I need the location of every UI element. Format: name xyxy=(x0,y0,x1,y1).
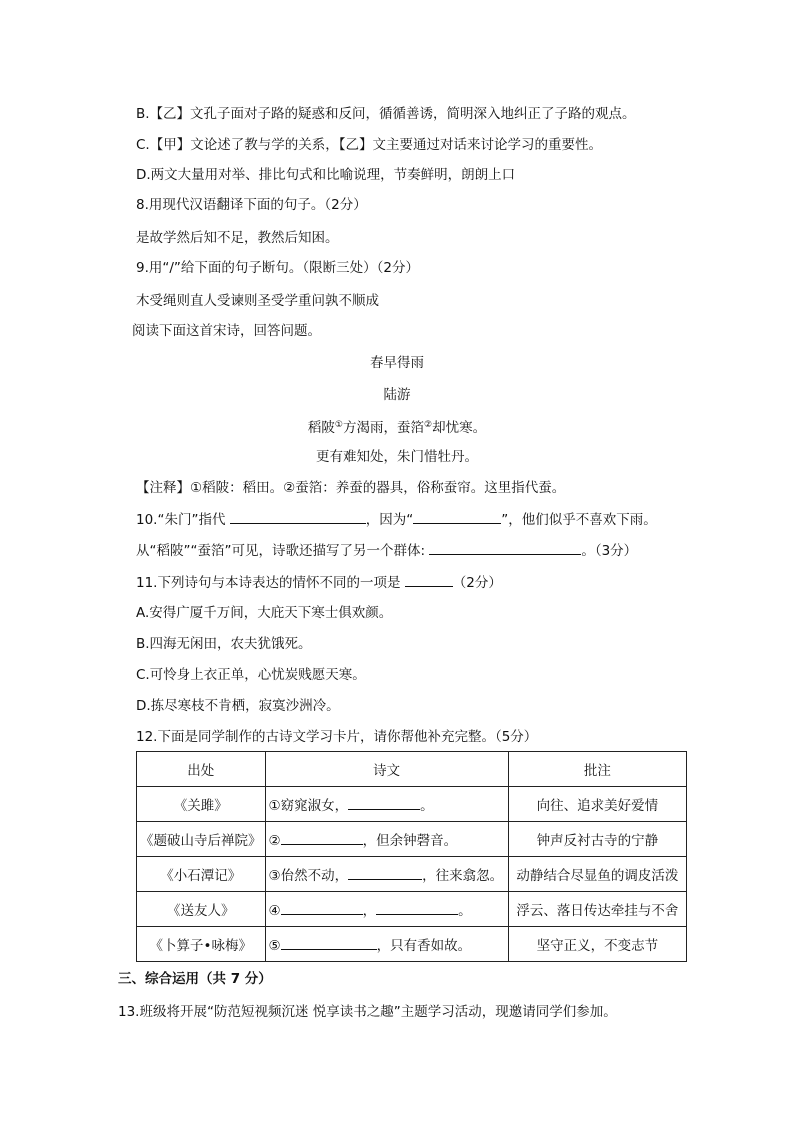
poem-line-1-part-a: 稻陂 xyxy=(307,420,335,436)
poem-line-1-part-c: 却忧寒。 xyxy=(432,420,487,436)
row-note: 向往、追求美好爱情 xyxy=(508,787,686,822)
poem-text: 。 xyxy=(420,798,434,814)
q9-prompt: 9.用“/”给下面的句子断句。（限断三处）（2分） xyxy=(136,260,420,276)
poem-text: ② xyxy=(268,833,281,849)
footnote-mark-1: ① xyxy=(334,420,343,430)
fill-blank[interactable] xyxy=(376,902,458,915)
table-header-row xyxy=(137,752,687,787)
table-row xyxy=(137,892,687,927)
poem-text: ①窈窕淑女， xyxy=(268,798,349,814)
row-source: 《小石潭记》 xyxy=(137,857,266,892)
q7-option-d: D.两文大量用对举、排比句式和比喻说理，节奏鲜明，朗朗上口 xyxy=(136,167,516,183)
q10-blank-3[interactable] xyxy=(429,541,581,555)
q11-option-a: A.安得广厦千万间，大庇天下寒士俱欢颜。 xyxy=(136,605,393,621)
fill-blank[interactable] xyxy=(281,832,363,845)
row-poem xyxy=(265,822,508,857)
table-row xyxy=(137,787,687,822)
q10-text-5: 。（3分） xyxy=(581,543,638,559)
row-poem xyxy=(265,857,508,892)
fill-blank[interactable] xyxy=(348,867,422,880)
q11-answer-blank[interactable] xyxy=(405,573,453,587)
poem-title: 春早得雨 xyxy=(370,355,424,371)
row-source: 《卜算子•咏梅》 xyxy=(137,927,266,962)
poem-line-1 xyxy=(0,416,794,437)
row-source: 《题破山寺后禅院》 xyxy=(137,822,266,857)
row-note: 浮云、落日传达牵挂与不舍 xyxy=(508,892,686,927)
q10-text-1: 10.“朱门”指代 xyxy=(136,512,226,528)
poem-line-2: 更有难知处，朱门惜牡丹。 xyxy=(316,449,478,465)
poem-text: ， xyxy=(362,903,377,919)
q11-option-b: B.四海无闲田，农夫犹饿死。 xyxy=(136,636,312,652)
poem-intro: 阅读下面这首宋诗，回答问题。 xyxy=(132,323,321,339)
row-poem xyxy=(265,787,508,822)
study-card-table xyxy=(136,751,687,962)
row-note: 钟声反衬古寺的宁静 xyxy=(508,822,686,857)
q11-prompt-line xyxy=(136,573,502,592)
fill-blank[interactable] xyxy=(281,902,363,915)
q7-option-c: C.【甲】文论述了教与学的关系，【乙】文主要通过对话来讨论学习的重要性。 xyxy=(136,137,602,153)
section-3-title: 三、综合运用（共 7 分） xyxy=(118,971,272,987)
q10-blank-2[interactable] xyxy=(413,510,501,524)
fill-blank[interactable] xyxy=(281,937,377,950)
poem-author: 陆游 xyxy=(383,387,411,403)
poem-text: 。 xyxy=(458,903,472,919)
row-poem xyxy=(265,892,508,927)
poem-text: ，往来翕忽。 xyxy=(422,868,504,884)
row-note: 动静结合尽显鱼的调皮活泼 xyxy=(508,857,686,892)
poem-text: ④ xyxy=(268,903,281,919)
q11-score: （2分） xyxy=(452,575,502,591)
header-note: 批注 xyxy=(508,752,686,787)
row-source: 《送友人》 xyxy=(137,892,266,927)
row-note: 坚守正义，不变志节 xyxy=(508,927,686,962)
table-row xyxy=(137,857,687,892)
poem-text: ⑤ xyxy=(268,938,281,954)
poem-notes: 【注释】①稻陂：稻田。②蚕箔：养蚕的器具，俗称蚕帘。这里指代蚕。 xyxy=(136,480,566,496)
poem-line-1-part-b: 方渴雨，蚕箔 xyxy=(343,420,424,436)
table-row xyxy=(137,927,687,962)
q10-text-4: 从“稻陂”“蚕箔”可见，诗歌还描写了另一个群体: xyxy=(136,543,426,559)
q9-sentence: 木受绳则直人受谏则圣受学重问孰不顺成 xyxy=(136,293,379,309)
header-poem: 诗文 xyxy=(265,752,508,787)
q10-line-2 xyxy=(136,541,637,560)
row-poem xyxy=(265,927,508,962)
header-source: 出处 xyxy=(137,752,266,787)
row-source: 《关雎》 xyxy=(137,787,266,822)
q13-text: 13.班级将开展“防范短视频沉迷 悦享读书之趣”主题学习活动，现邀请同学们参加。 xyxy=(118,1004,617,1020)
poem-text: ，只有香如故。 xyxy=(376,938,472,954)
q8-prompt: 8.用现代汉语翻译下面的句子。（2分） xyxy=(136,197,367,213)
q10-blank-1[interactable] xyxy=(230,510,366,524)
poem-text: ，但余钟磬音。 xyxy=(362,833,458,849)
table-row xyxy=(137,822,687,857)
q11-option-d: D.拣尽寒枝不肯栖，寂寞沙洲冷。 xyxy=(136,698,340,714)
q7-option-b: B.【乙】文孔子面对子路的疑惑和反问，循循善诱，简明深入地纠正了子路的观点。 xyxy=(136,106,636,122)
q10-text-3: ”，他们似乎不喜欢下雨。 xyxy=(501,512,657,528)
poem-text: ③佁然不动， xyxy=(268,868,349,884)
q10-line-1 xyxy=(136,510,657,529)
q10-text-2: ，因为“ xyxy=(365,512,414,528)
q11-option-c: C.可怜身上衣正单，心忧炭贱愿天寒。 xyxy=(136,667,366,683)
q11-prompt: 11.下列诗句与本诗表达的情怀不同的一项是 xyxy=(136,575,401,591)
fill-blank[interactable] xyxy=(348,797,420,810)
q12-prompt: 12.下面是同学制作的古诗文学习卡片，请你帮他补充完整。（5分） xyxy=(136,729,538,745)
q8-sentence: 是故学然后知不足，教然后知困。 xyxy=(136,230,339,246)
footnote-mark-2: ② xyxy=(424,420,433,430)
